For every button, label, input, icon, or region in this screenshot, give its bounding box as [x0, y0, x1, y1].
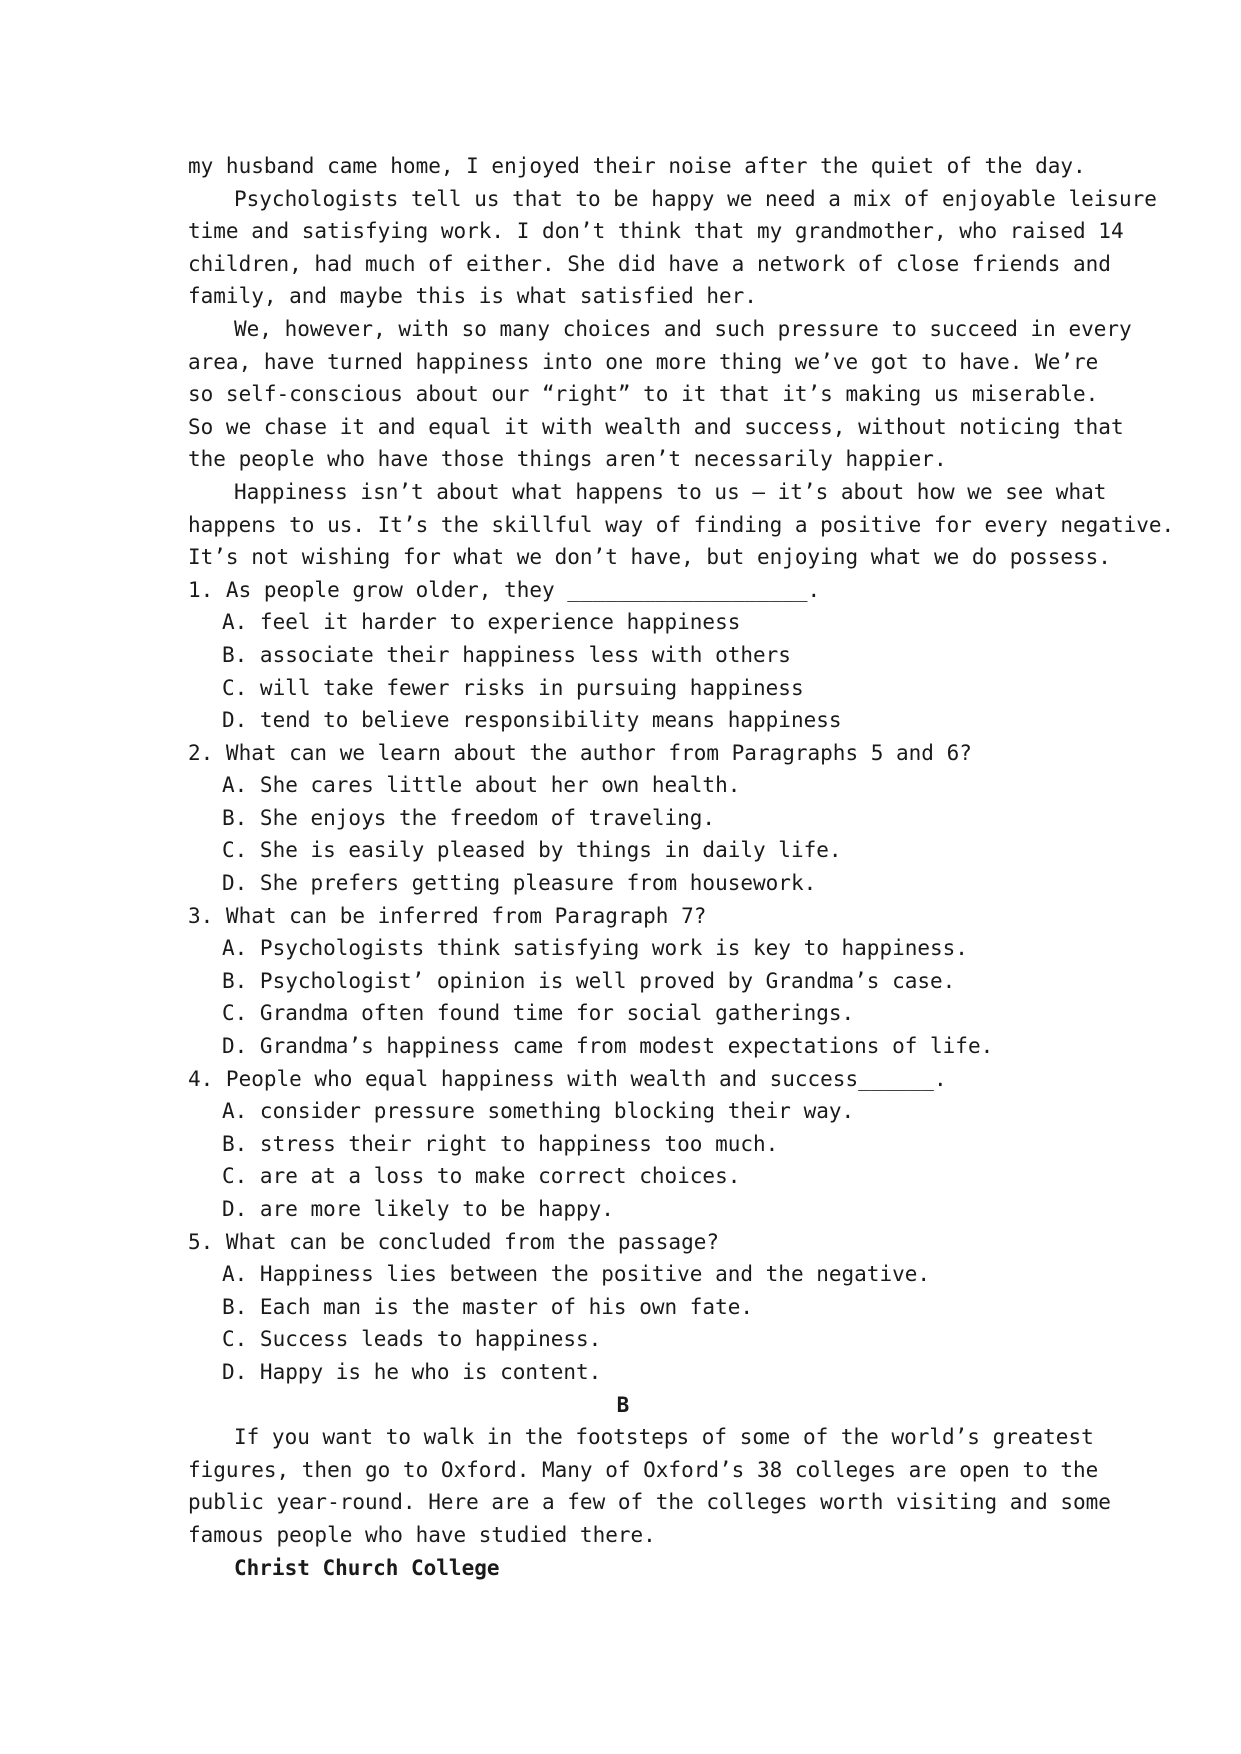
question-1: [188, 574, 1058, 737]
question-stem: 3. What can be inferred from Paragraph 7?: [188, 903, 707, 928]
answer-option: B. Psychologist’ opinion is well proved by Grandma’s case.: [222, 968, 956, 993]
passage-line: so self-conscious about our “right” to it that it’s making us miserable.: [188, 382, 1099, 407]
question-2: [188, 737, 1058, 900]
answer-option: B. stress their right to happiness too much.: [222, 1131, 779, 1156]
passage-line: time and satisfying work. I don’t think that my grandmother, who raised 14: [188, 219, 1124, 244]
intro-line: public year-round. Here are a few of the colleges worth visiting and some: [188, 1490, 1111, 1515]
intro-line: figures, then go to Oxford. Many of Oxford’s 38 colleges are open to the: [188, 1457, 1099, 1482]
answer-option: B. She enjoys the freedom of traveling.: [222, 805, 716, 830]
answer-option: A. consider pressure something blocking their way.: [222, 1099, 855, 1124]
answer-option: A. She cares little about her own health.: [222, 773, 741, 798]
passage-line: children, had much of either. She did have a network of close friends and: [188, 251, 1111, 276]
passage-line: my husband came home, I enjoyed their noise after the quiet of the day.: [188, 154, 1086, 178]
passage-line: area, have turned happiness into one more thing we’ve got to have. We’re: [188, 349, 1099, 374]
passage-line: happens to us. It’s the skillful way of finding a positive for every negative.: [188, 512, 1175, 537]
document-page: [188, 150, 1175, 1584]
question-list: [188, 574, 1058, 1389]
question-stem: 5. What can be concluded from the passage?: [188, 1229, 720, 1254]
answer-option: A. Happiness lies between the positive and the negative.: [222, 1262, 931, 1287]
answer-option: D. tend to believe responsibility means happiness: [222, 708, 842, 733]
answer-option: C. are at a loss to make correct choices.: [222, 1164, 741, 1189]
question-stem: 2. What can we learn about the author from Paragraphs 5 and 6?: [188, 740, 972, 765]
answer-option: D. Happy is he who is content.: [222, 1359, 602, 1384]
passage-a: [188, 150, 1175, 574]
passage-line: So we chase it and equal it with wealth and success, without noticing that: [188, 414, 1124, 439]
answer-option: A. Psychologists think satisfying work is key to happiness.: [222, 936, 968, 961]
passage-line: the people who have those things aren’t necessarily happier.: [188, 447, 947, 472]
answer-option: A. feel it harder to experience happiness: [222, 610, 741, 635]
intro-line: If you want to walk in the footsteps of some of the world’s greatest: [234, 1425, 1094, 1450]
answer-option: D. She prefers getting pleasure from housework.: [222, 871, 817, 896]
section-b: [188, 1389, 1111, 1585]
answer-option: B. associate their happiness less with others: [222, 642, 791, 667]
answer-option: D. Grandma’s happiness came from modest expectations of life.: [222, 1034, 994, 1059]
question-stem: 1. As people grow older, they ___________________.: [188, 577, 821, 602]
question-4: [188, 1063, 1058, 1226]
intro-line: famous people who have studied there.: [188, 1522, 656, 1547]
passage-line: Psychologists tell us that to be happy we need a mix of enjoyable leisure: [234, 186, 1157, 211]
answer-option: C. She is easily pleased by things in daily life.: [222, 838, 842, 863]
question-5: [188, 1226, 1058, 1389]
answer-option: C. Grandma often found time for social gatherings.: [222, 1001, 855, 1026]
passage-line: family, and maybe this is what satisfied her.: [188, 284, 757, 309]
question-3: [188, 900, 1058, 1063]
section-subheading: Christ Church College: [234, 1555, 500, 1580]
passage-line: We, however, with so many choices and such pressure to succeed in every: [234, 316, 1132, 341]
answer-option: C. Success leads to happiness.: [222, 1327, 602, 1352]
passage-line: It’s not wishing for what we don’t have, but enjoying what we do possess.: [188, 545, 1111, 570]
question-stem: 4. People who equal happiness with wealth and success______.: [188, 1066, 947, 1091]
answer-option: B. Each man is the master of his own fate.: [222, 1294, 754, 1319]
answer-option: D. are more likely to be happy.: [222, 1197, 614, 1221]
section-letter: B: [616, 1392, 630, 1417]
passage-line: Happiness isn’t about what happens to us — it’s about how we see what: [234, 479, 1107, 504]
answer-option: C. will take fewer risks in pursuing happiness: [222, 675, 804, 700]
